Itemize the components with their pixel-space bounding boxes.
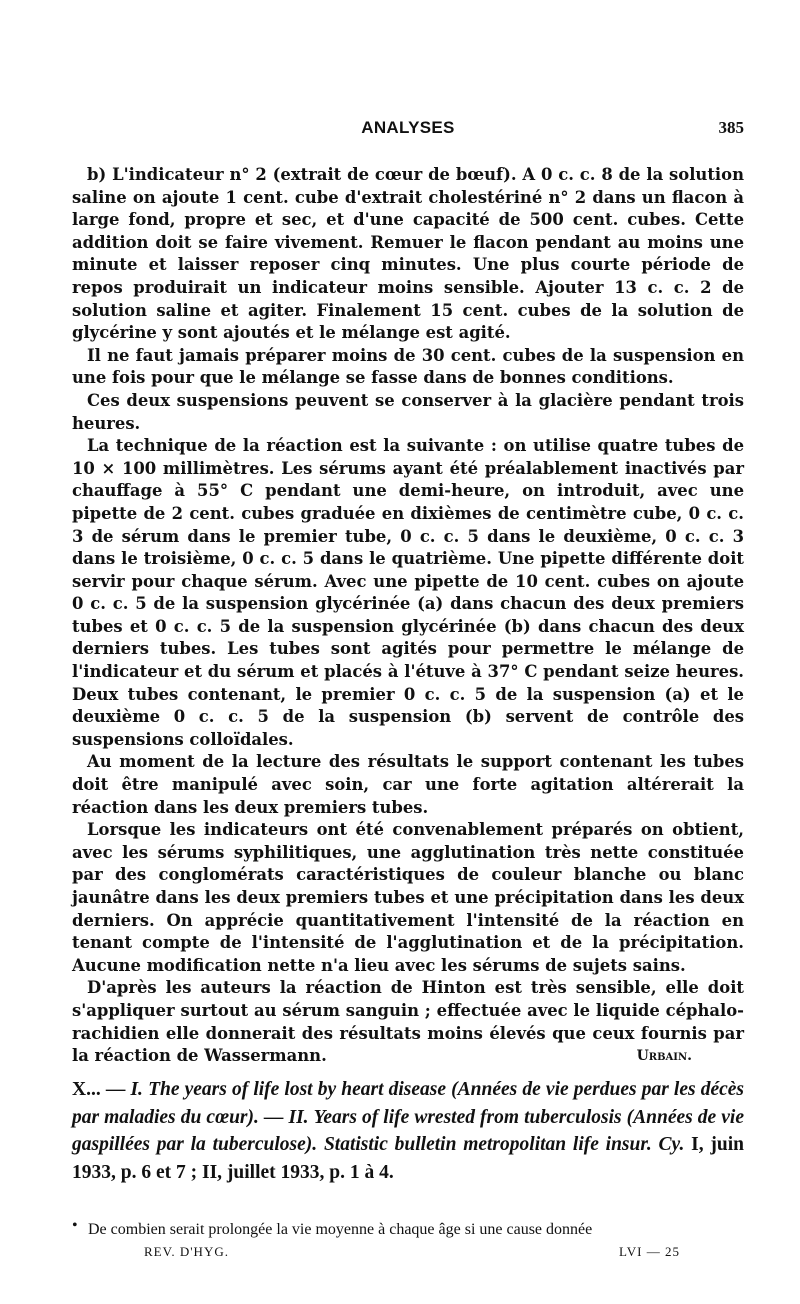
page-header (72, 118, 744, 144)
paragraph-technique: La technique de la réaction est la suivante : on utilise quatre tubes de 10 × 100 millimètres. Les sérums ayant été préalablement inactivés par chauffage à 55° C pendant une demi-heure, on introduit, avec une pipette de 2 cent. cubes graduée en dixièmes de centimètre cube, 0 c. c. 3 de sérum dans le premier tube, 0 c. c. 5 dans le deuxième, 0 c. c. 3 dans le troisième, 0 c. c. 5 dans le quatrième. Une pipette différente doit servir pour chaque sérum. Avec une pipette de 10 cent. cubes on ajoute 0 c. c. 5 de la suspension glycérinée (a) dans chacun des deux premiers tubes et 0 c. c. 5 de la suspension glycérinée (b) dans chacun des deux derniers tubes. Les tubes sont agités pour permettre le mélange de l'indicateur et du sérum et placés à l'étuve à 37° C pendant seize heures. Deux tubes contenant, le premier 0 c. c. 5 de la suspension (a) et le deuxième 0 c. c. 5 de la suspension (b) servent de contrôle des suspensions colloïdales. (72, 436, 744, 749)
author-signature: Urbain. (636, 1048, 692, 1065)
bibliographic-entry (72, 1076, 744, 1186)
reference-1: I, juin 1933, p. 6 et 7 ; (72, 1134, 745, 1183)
footnote (72, 1219, 744, 1241)
paragraph-lecture: Au moment de la lecture des résultats le support contenant les tubes doit être manipulé avec soin, car une forte agitation altérerait la réaction dans les deux premiers tubes. (72, 752, 744, 817)
reference-2: II, juillet 1933, p. 1 à 4. (202, 1161, 394, 1183)
journal-signature: REV. D'HYG. (144, 1244, 229, 1259)
item1-number: I. (130, 1079, 143, 1100)
item2-title: Years of life wrested from tuberculosis (313, 1106, 622, 1128)
item2-translation: (Années de vie gaspillées par la tuberculose). (72, 1106, 744, 1155)
item1-translation: (Années de vie perdues par les décès par maladies du cœur). (72, 1079, 745, 1128)
running-title: ANALYSES (361, 118, 455, 137)
item1-title: The years of life lost by heart disease (148, 1079, 447, 1100)
article-body (72, 164, 744, 1068)
footnote-marker: • (72, 1217, 78, 1234)
paragraph-preparation: Il ne faut jamais préparer moins de 30 cent. cubes de la suspension en une fois pour que le mélange se fasse dans de bonnes conditions. (72, 345, 744, 388)
footnote-text: De combien serait prolongée la vie moyenne à chaque âge si une cause donnée (88, 1221, 593, 1238)
page-footer (72, 1244, 744, 1264)
source-journal: Statistic bulletin metropolitan life insur. Cy. (323, 1134, 685, 1155)
paragraph-conclusion: D'après les auteurs la réaction de Hinton est très sensible, elle doit s'appliquer surtout au sérum sanguin ; effectuée avec le liquide céphalo-rachidien elle donnerait des résultats moins élevés que ceux fournis par la réaction de Wassermann. (72, 978, 744, 1066)
paragraph-resultats: Lorsque les indicateurs ont été convenablement préparés on obtient, avec les sérums syphilitiques, une agglutination très nette constituée par des conglomérats caractéristiques de couleur blanche ou blanc jaunâtre dans les deux premiers tubes et une précipitation dans les deux derniers. On apprécie quantitativement l'intensité de la réaction en tenant compte de l'intensité de l'agglutination et de la précipitation. Aucune modification nette n'a lieu avec les sérums de sujets sains. (72, 820, 744, 975)
page-number: 385 (718, 118, 744, 137)
item2-number: — II. (263, 1106, 309, 1128)
volume-signature: LVI — 25 (619, 1244, 680, 1259)
paragraph-conservation: Ces deux suspensions peuvent se conserver à la glacière pendant trois heures. (72, 390, 744, 433)
paragraph-indicateur-b: b) L'indicateur n° 2 (extrait de cœur de bœuf). A 0 c. c. 8 de la solution saline on ajoute 1 cent. cube d'extrait cholestériné n° 2 dans un flacon à large fond, propre et sec, et d'une capacité de 500 cent. cubes. Cette addition doit se faire vivement. Remuer le flacon pendant au moins une minute et laisser reposer cinq minutes. Une plus courte période de repos produirait un indicateur moins sensible. Ajouter 13 c. c. 2 de solution saline et agiter. Finalement 15 cent. cubes de la solution de glycérine y sont ajoutés et le mélange est agité. (72, 165, 744, 343)
entry-author: X... — (72, 1079, 126, 1100)
